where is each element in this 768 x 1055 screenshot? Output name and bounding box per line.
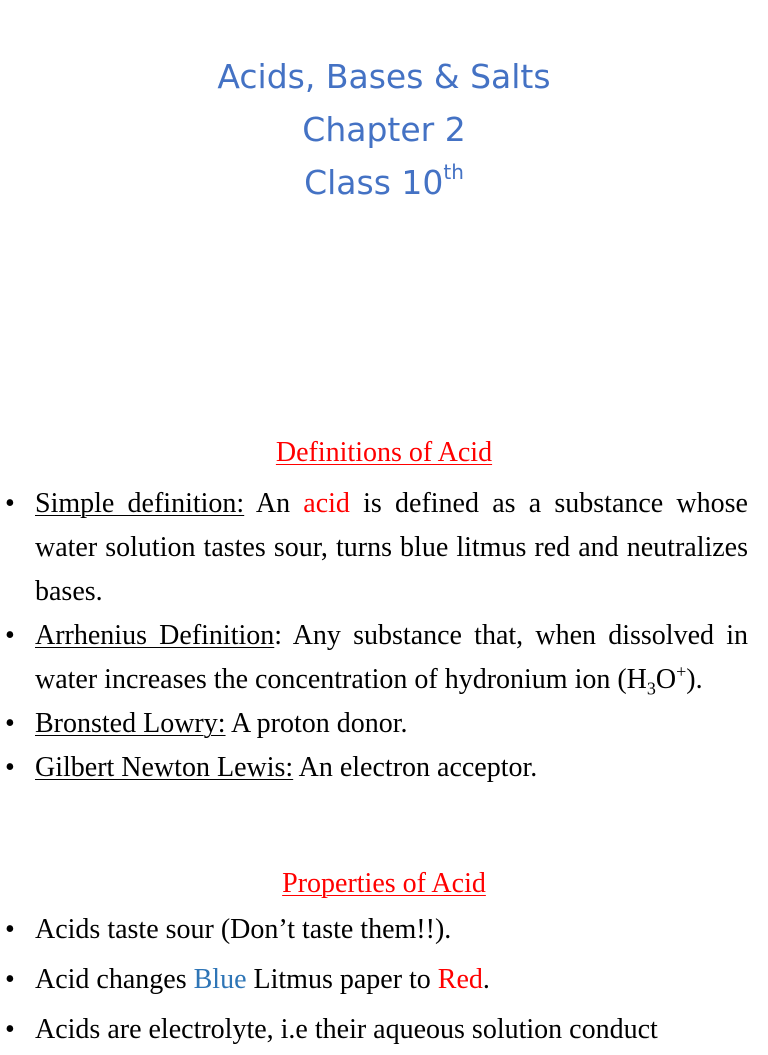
title-line-2: Chapter 2 — [302, 110, 466, 149]
title-line-1: Acids, Bases & Salts — [217, 57, 551, 96]
bullet-dot: • — [5, 1014, 15, 1045]
bullet-dot: • — [5, 488, 15, 519]
bullet-dot: • — [5, 620, 15, 651]
document-title — [0, 50, 768, 209]
bullet-dot: • — [5, 964, 15, 995]
definition-bronsted: • Bronsted Lowry: A proton donor. — [0, 702, 768, 746]
properties-list — [0, 905, 768, 1055]
definitions-heading: Definitions of Acid — [275, 437, 493, 468]
title-class-sup: th — [443, 160, 464, 184]
title-class-text: Class 10 — [304, 163, 444, 202]
property-sour: • Acids taste sour (Don’t taste them!!). — [0, 905, 768, 955]
title-line-3 — [0, 156, 768, 209]
definition-simple: • Simple definition: An acid is defined as a substance whose water solution tastes sour, turns blue litmus red and neutralizes bases. — [0, 482, 768, 614]
bullet-dot: • — [5, 914, 15, 945]
bullet-dot: • — [5, 708, 15, 739]
definitions-list — [0, 482, 768, 790]
properties-heading: Properties of Acid — [282, 868, 486, 899]
property-litmus: • Acid changes Blue Litmus paper to Red. — [0, 955, 768, 1005]
definition-arrhenius: • Arrhenius Definition: Any substance that, when dissolved in water increases the concentration of hydronium ion $(H_3O^+)$. — [0, 614, 768, 702]
bullet-dot: • — [5, 752, 15, 783]
property-electrolyte: • Acids are electrolyte, i.e their aqueous solution conduct — [0, 1005, 768, 1055]
definition-lewis: • Gilbert Newton Lewis: An electron acceptor. — [0, 746, 768, 790]
